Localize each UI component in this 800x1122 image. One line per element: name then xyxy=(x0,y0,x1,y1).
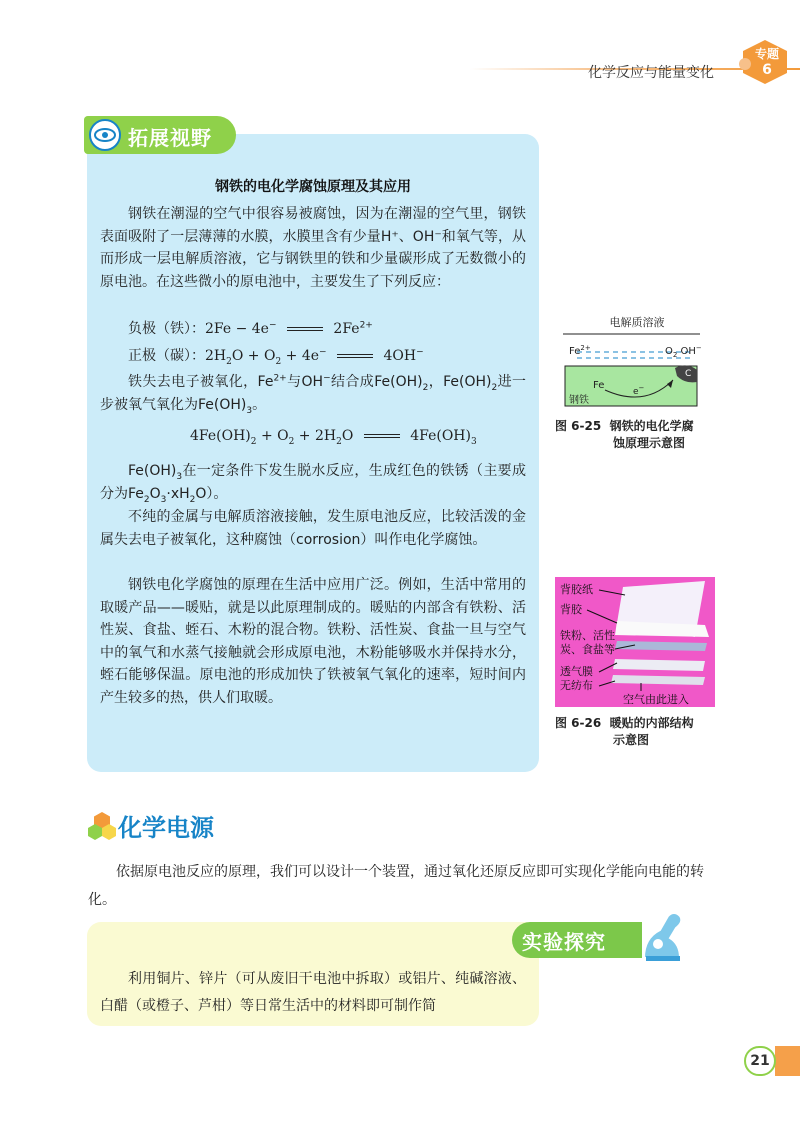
label-iron-powder-2: 炭、食盐等 xyxy=(560,643,615,656)
paragraph-3: $Fe(OH)_3$在一定条件下发生脱水反应，生成红色的铁锈（主要成分为$Fe_2O_3\cdot xH_2O$）。 xyxy=(100,463,526,505)
label-backing-paper: 背胶纸 xyxy=(560,583,593,596)
o2-label: O xyxy=(665,346,673,357)
experiment-label: 实验探究 xyxy=(522,930,606,954)
section-title: 化学电源 xyxy=(118,814,214,842)
figure-6-26-caption: 图 6-26 暖贴的内部结构 示意图 xyxy=(555,716,694,747)
badge-line1: 专题 xyxy=(754,47,780,61)
positive-eq-right: 4OH xyxy=(383,348,417,364)
corrosion-diagram xyxy=(555,310,703,410)
negative-label: 负极（铁）： xyxy=(128,321,205,337)
paragraph-1: 钢铁在潮湿的空气中很容易被腐蚀，因为在潮湿的空气里，钢铁表面吸附了一层薄薄的水膜，水膜里含有少量H⁺、OH⁻和氧气等，从而形成一层电解质溶液，它与钢铁里的铁和少量碳形成了无数微小的原电池。在这些微小的原电池中，主要发生了下列反应： xyxy=(100,206,526,290)
section-paragraph: 依据原电池反应的原理，我们可以设计一个装置，通过氧化还原反应即可实现化学能向电能的转化。 xyxy=(88,864,704,908)
badge-line2: 6 xyxy=(762,62,772,78)
microscope-icon xyxy=(640,908,686,964)
label-air-inlet: 空气由此进入 xyxy=(623,693,689,706)
page-number: 21 xyxy=(744,1046,776,1076)
figure-6-25-caption: 图 6-25 钢铁的电化学腐 蚀原理示意图 xyxy=(555,419,694,450)
eye-icon xyxy=(88,118,122,152)
label-iron-powder-1: 铁粉、活性 xyxy=(560,629,615,642)
label-adhesive: 背胶 xyxy=(560,603,582,616)
positive-electrode-equation: 正极（碳）：$2H_2O + O_2 + 4e^-$ 4OH− xyxy=(128,347,424,367)
negative-electrode-equation: 负极（铁）：2Fe − 4e− $2Fe^{2+}$ xyxy=(128,320,373,337)
hexagon-cluster-icon xyxy=(87,810,117,842)
paragraph-5: 钢铁电化学腐蚀的原理在生活中应用广泛。例如，生活中常用的取暖产品——暖贴，就是以此原理制成的。暖贴的内部含有铁粉、活性炭、食盐、蛭石、木粉的混合物。铁粉、活性炭、食盐一旦与空气中的氧气和水蒸气接触就会形成原电池，木粉能够吸水并保持水分，蛭石能够保温。原电池的形成加快了铁被氧气氧化的速率，短时间内产生较多的热，供人们取暖。 xyxy=(100,577,526,706)
c-label: C xyxy=(685,369,692,379)
electrolyte-label: 电解质溶液 xyxy=(609,316,665,329)
oxidation-equation: $4Fe(OH)_2 + O_2 + 2H_2O$ $4Fe(OH)_3$ xyxy=(190,428,477,447)
svg-text:e−: e− xyxy=(633,384,645,397)
negative-eq-left: 2Fe − 4e xyxy=(205,321,269,337)
positive-label: 正极（碳）： xyxy=(128,348,205,364)
fe-label: Fe xyxy=(593,380,605,391)
svg-text:Fe2+: $Fe^{2+}$ xyxy=(569,344,591,357)
article-title: 钢铁的电化学腐蚀原理及其应用 xyxy=(215,179,411,195)
oh-label: OH xyxy=(680,346,696,357)
positive-eq-left: 2H xyxy=(205,348,227,364)
chapter-title: 化学反应与能量变化 xyxy=(588,65,714,81)
extended-view-label: 拓展视野 xyxy=(128,126,212,150)
paragraph-2: 铁失去电子被氧化，$Fe^{2+}$与OH−结合成$Fe(OH)_2$，$Fe(OH)_2$进一步被氧气氧化为$Fe(OH)_3$。 xyxy=(100,373,527,416)
negative-eq-right: 2Fe xyxy=(333,321,360,337)
experiment-paragraph: 利用铜片、锌片（可从废旧干电池中拆取）或铝片、纯碱溶液、白醋（或橙子、芦柑）等日常生活中的材料即可制作简 xyxy=(100,971,526,1014)
page-number-bar xyxy=(775,1046,800,1076)
chapter-badge xyxy=(737,38,793,86)
paragraph-4: 不纯的金属与电解质溶液接触，发生原电池反应，比较活泼的金属失去电子被氧化，这种腐蚀（corrosion）叫作电化学腐蚀。 xyxy=(100,509,526,548)
e-label: e xyxy=(633,387,639,397)
svg-text:O2 OH−: $O_2$ OH− xyxy=(665,344,702,359)
fe2-label: Fe xyxy=(569,346,581,357)
steel-label: 钢铁 xyxy=(569,395,589,406)
label-breathable-film: 透气膜 xyxy=(560,665,593,678)
heat-pad-diagram xyxy=(555,577,715,707)
label-nonwoven: 无纺布 xyxy=(560,679,593,692)
